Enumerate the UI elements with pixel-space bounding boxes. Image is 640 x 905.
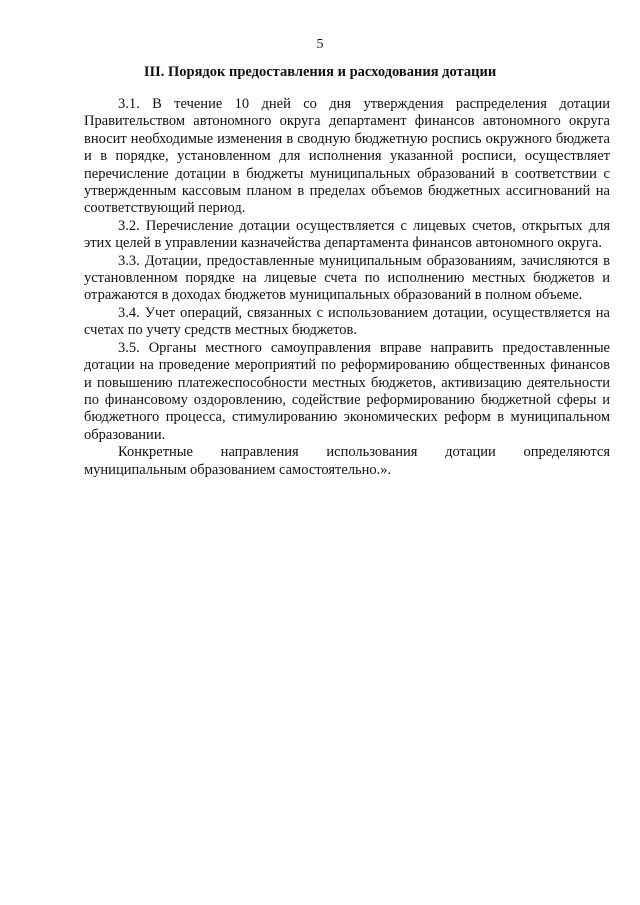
paragraph-3-4: 3.4. Учет операций, связанных с использованием дотации, осуществляется на счетах по учету средств местных бюджетов. <box>84 304 610 339</box>
document-body <box>84 96 610 479</box>
paragraph-final: Конкретные направления использования дотации определяются муниципальным образованием самостоятельно.». <box>84 444 610 478</box>
page-number: 5 <box>316 37 324 52</box>
paragraph-3-2: 3.2. Перечисление дотации осуществляется с лицевых счетов, открытых для этих целей в управлении казначейства департамента финансов автономного округа. <box>84 217 610 252</box>
paragraph-3-1: 3.1. В течение 10 дней со дня утверждения распределения дотации Правительством автономного округа департамент финансов автономного округа вносит необходимые изменения в сводную бюджетную роспись окружного бюджета и в порядке, установленном для исполнения указанной росписи, осуществляет перечисление дотации в бюджеты муниципальных образований в соответствии с утвержденным кассовым планом в пределах объемов бюджетных ассигнований на соответствующий период. <box>84 96 610 217</box>
paragraph-3-3: 3.3. Дотации, предоставленные муниципальным образованиям, зачисляются в установленном порядке на лицевые счета по исполнению местных бюджетов и отражаются в доходах бюджетов муниципальных образований в полном объеме. <box>84 252 610 304</box>
section-title: III. Порядок предоставления и расходования дотации <box>143 64 497 80</box>
paragraph-3-5: 3.5. Органы местного самоуправления вправе направить предоставленные дотации на проведение мероприятий по реформированию общественных финансов и повышению платежеспособности местных бюджетов, активизацию деятельности по финансовому оздоровлению, содействие реформированию бюджетной сферы и бюджетного процесса, стимулированию экономических реформ в муниципальном образовании. <box>84 339 610 443</box>
